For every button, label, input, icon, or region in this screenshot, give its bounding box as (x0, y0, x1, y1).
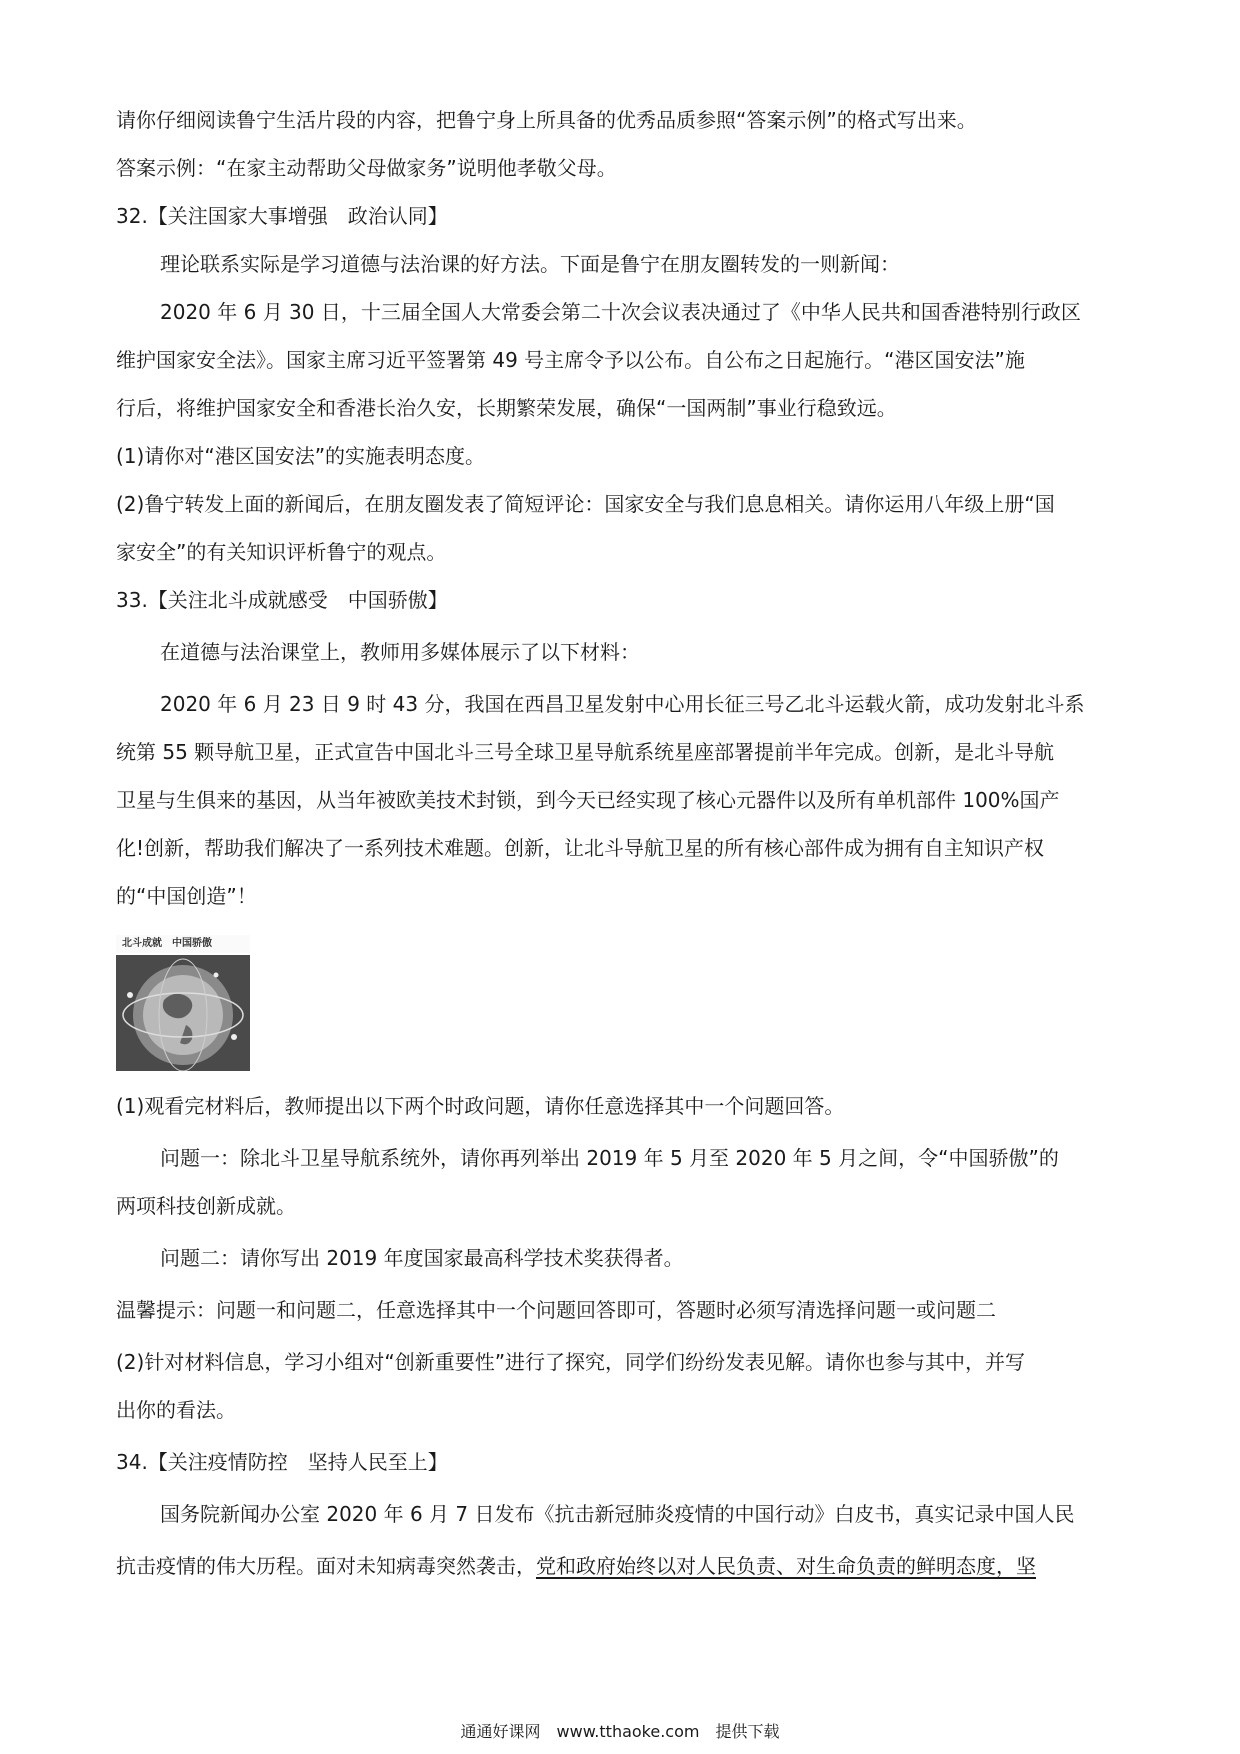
page-footer: 通通好课网 www.tthaoke.com 提供下载 (460, 1722, 780, 1741)
text-line: 问题一：除北斗卫星导航系统外，请你再列举出 2019 年 5 月至 2020 年 5 月之间，令“中国骄傲”的 (160, 1146, 1059, 1170)
text-line: 的“中国创造”！ (116, 884, 257, 908)
text-segment: 抗击疫情的伟大历程。面对未知病毒突然袭击， (116, 1554, 536, 1578)
text-line: 化!创新，帮助我们解决了一系列技术难题。创新，让北斗导航卫星的所有核心部件成为拥有自主知识产权 (116, 836, 1045, 860)
sub-question: (1)观看完材料后，教师提出以下两个时政问题，请你任意选择其中一个问题回答。 (116, 1094, 845, 1118)
sub-question: (2)鲁宁转发上面的新闻后，在朋友圈发表了简短评论：国家安全与我们息息相关。请你运用八年级上册“国 (116, 492, 1055, 516)
question-33-heading: 33.【关注北斗成就感受 中国骄傲】 (116, 588, 448, 612)
text-line: 维护国家安全法》。国家主席习近平签署第 49 号主席令予以公布。自公布之日起施行。“港区国安法”施 (116, 348, 1025, 372)
text-line: 问题二：请你写出 2019 年度国家最高科学技术奖获得者。 (160, 1246, 684, 1270)
underlined-text: 党和政府始终以对人民负责、对生命负责的鲜明态度，坚 (536, 1554, 1036, 1578)
text-line: 答案示例：“在家主动帮助父母做家务”说明他孝敬父母。 (116, 156, 617, 180)
globe-image (116, 955, 250, 1071)
text-line: 统第 55 颗导航卫星，正式宣告中国北斗三号全球卫星导航系统星座部署提前半年完成。创新，是北斗导航 (116, 740, 1055, 764)
beidou-figure (116, 935, 250, 1071)
text-line: 2020 年 6 月 23 日 9 时 43 分，我国在西昌卫星发射中心用长征三号乙北斗运载火箭，成功发射北斗系 (160, 692, 1085, 716)
text-line: 在道德与法治课堂上，教师用多媒体展示了以下材料： (160, 640, 640, 664)
question-34-heading: 34.【关注疫情防控 坚持人民至上】 (116, 1450, 448, 1474)
question-32-heading: 32.【关注国家大事增强 政治认同】 (116, 204, 448, 228)
text-line: 行后，将维护国家安全和香港长治久安，长期繁荣发展，确保“一国两制”事业行稳致远。 (116, 396, 897, 420)
sub-question: (2)针对材料信息，学习小组对“创新重要性”进行了探究，同学们纷纷发表见解。请你也参与其中，并写 (116, 1350, 1026, 1374)
tip-line: 温馨提示：问题一和问题二，任意选择其中一个问题回答即可，答题时必须写清选择问题一或问题二 (116, 1298, 996, 1322)
text-line: 2020 年 6 月 30 日，十三届全国人大常委会第二十次会议表决通过了《中华人民共和国香港特别行政区 (160, 300, 1081, 324)
text-line: 理论联系实际是学习道德与法治课的好方法。下面是鲁宁在朋友圈转发的一则新闻： (160, 252, 900, 276)
text-line: 请你仔细阅读鲁宁生活片段的内容，把鲁宁身上所具备的优秀品质参照“答案示例”的格式写出来。 (116, 108, 977, 132)
text-line: 国务院新闻办公室 2020 年 6 月 7 日发布《抗击新冠肺炎疫情的中国行动》白皮书，真实记录中国人民 (160, 1502, 1075, 1526)
sub-question: (1)请你对“港区国安法”的实施表明态度。 (116, 444, 486, 468)
figure-caption: 北斗成就 中国骄傲 (116, 935, 250, 953)
text-line: 出你的看法。 (116, 1398, 236, 1422)
text-line (116, 1554, 1036, 1578)
text-line: 两项科技创新成就。 (116, 1194, 296, 1218)
text-line: 卫星与生俱来的基因，从当年被欧美技术封锁，到今天已经实现了核心元器件以及所有单机部件 100%国产 (116, 788, 1060, 812)
text-line: 家安全”的有关知识评析鲁宁的观点。 (116, 540, 447, 564)
